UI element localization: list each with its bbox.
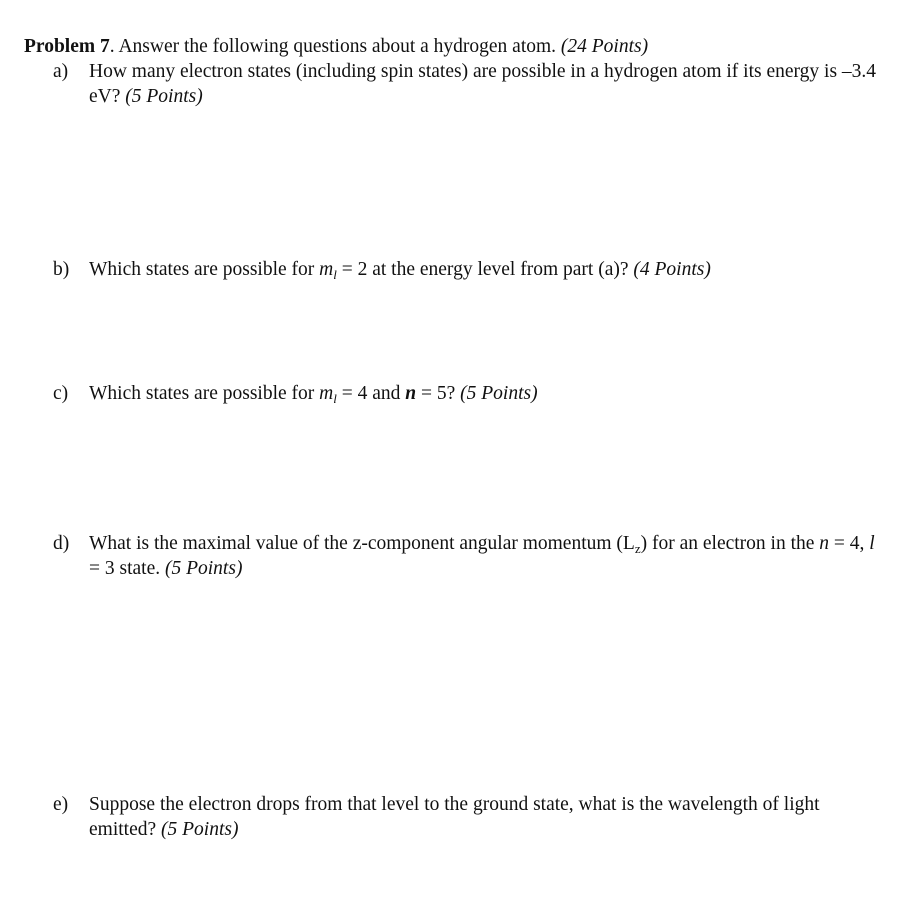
part-a-points: (5 Points) <box>125 86 203 107</box>
part-b-question <box>89 257 883 282</box>
part-b-points: (4 Points) <box>633 259 711 280</box>
problem-label: Problem 7 <box>24 36 110 57</box>
part-a-question <box>89 59 883 109</box>
part-e-question <box>89 792 883 842</box>
part-c-var-sub: l <box>333 391 337 406</box>
part-b-label: b) <box>53 259 70 280</box>
part-d-text-mid: ) for an electron in the <box>640 533 820 554</box>
part-a-label: a) <box>53 61 69 82</box>
part-e-points: (5 Points) <box>161 819 239 840</box>
problem-points: (24 Points) <box>560 36 649 57</box>
part-c-var-n: n <box>405 383 417 404</box>
part-b-text-after: = 2 at the energy level from part (a)? <box>336 259 634 280</box>
part-d-sub-z: z <box>634 541 641 556</box>
part-d-var-l: l <box>869 533 875 554</box>
part-d-var-n: n <box>819 533 830 554</box>
part-c-points: (5 Points) <box>460 383 538 404</box>
part-b-var-m: m <box>319 259 334 280</box>
part-d-text-eq2: = 3 state. <box>89 558 165 579</box>
part-c-text-after: = 5? <box>416 383 461 404</box>
part-b-var-sub: l <box>333 267 337 282</box>
part-a-text: How many electron states (including spin states) are possible in a hydrogen atom if its energy is –3.4 eV? <box>89 61 877 107</box>
part-b <box>53 257 883 282</box>
part-a <box>53 59 883 109</box>
part-e-label: e) <box>53 794 69 815</box>
part-c-var-m: m <box>319 383 334 404</box>
part-e-text: Suppose the electron drops from that level to the ground state, what is the wavelength of light emitted? <box>89 794 820 840</box>
part-d-label: d) <box>53 533 70 554</box>
part-d-question <box>89 531 883 581</box>
part-d <box>53 531 883 581</box>
part-c <box>53 381 883 406</box>
problem-intro: . Answer the following questions about a hydrogen atom. <box>109 36 561 57</box>
part-d-text-eq1: = 4, <box>829 533 870 554</box>
part-d-points: (5 Points) <box>164 558 243 579</box>
part-c-text-before: Which states are possible for <box>89 383 320 404</box>
part-e <box>53 792 883 842</box>
part-d-text-before: What is the maximal value of the z-component angular momentum (L <box>89 533 635 554</box>
part-b-text-before: Which states are possible for <box>89 259 320 280</box>
part-c-label: c) <box>53 383 69 404</box>
part-c-text-mid: = 4 and <box>336 383 406 404</box>
problem-heading <box>24 34 648 59</box>
part-c-question <box>89 381 883 406</box>
